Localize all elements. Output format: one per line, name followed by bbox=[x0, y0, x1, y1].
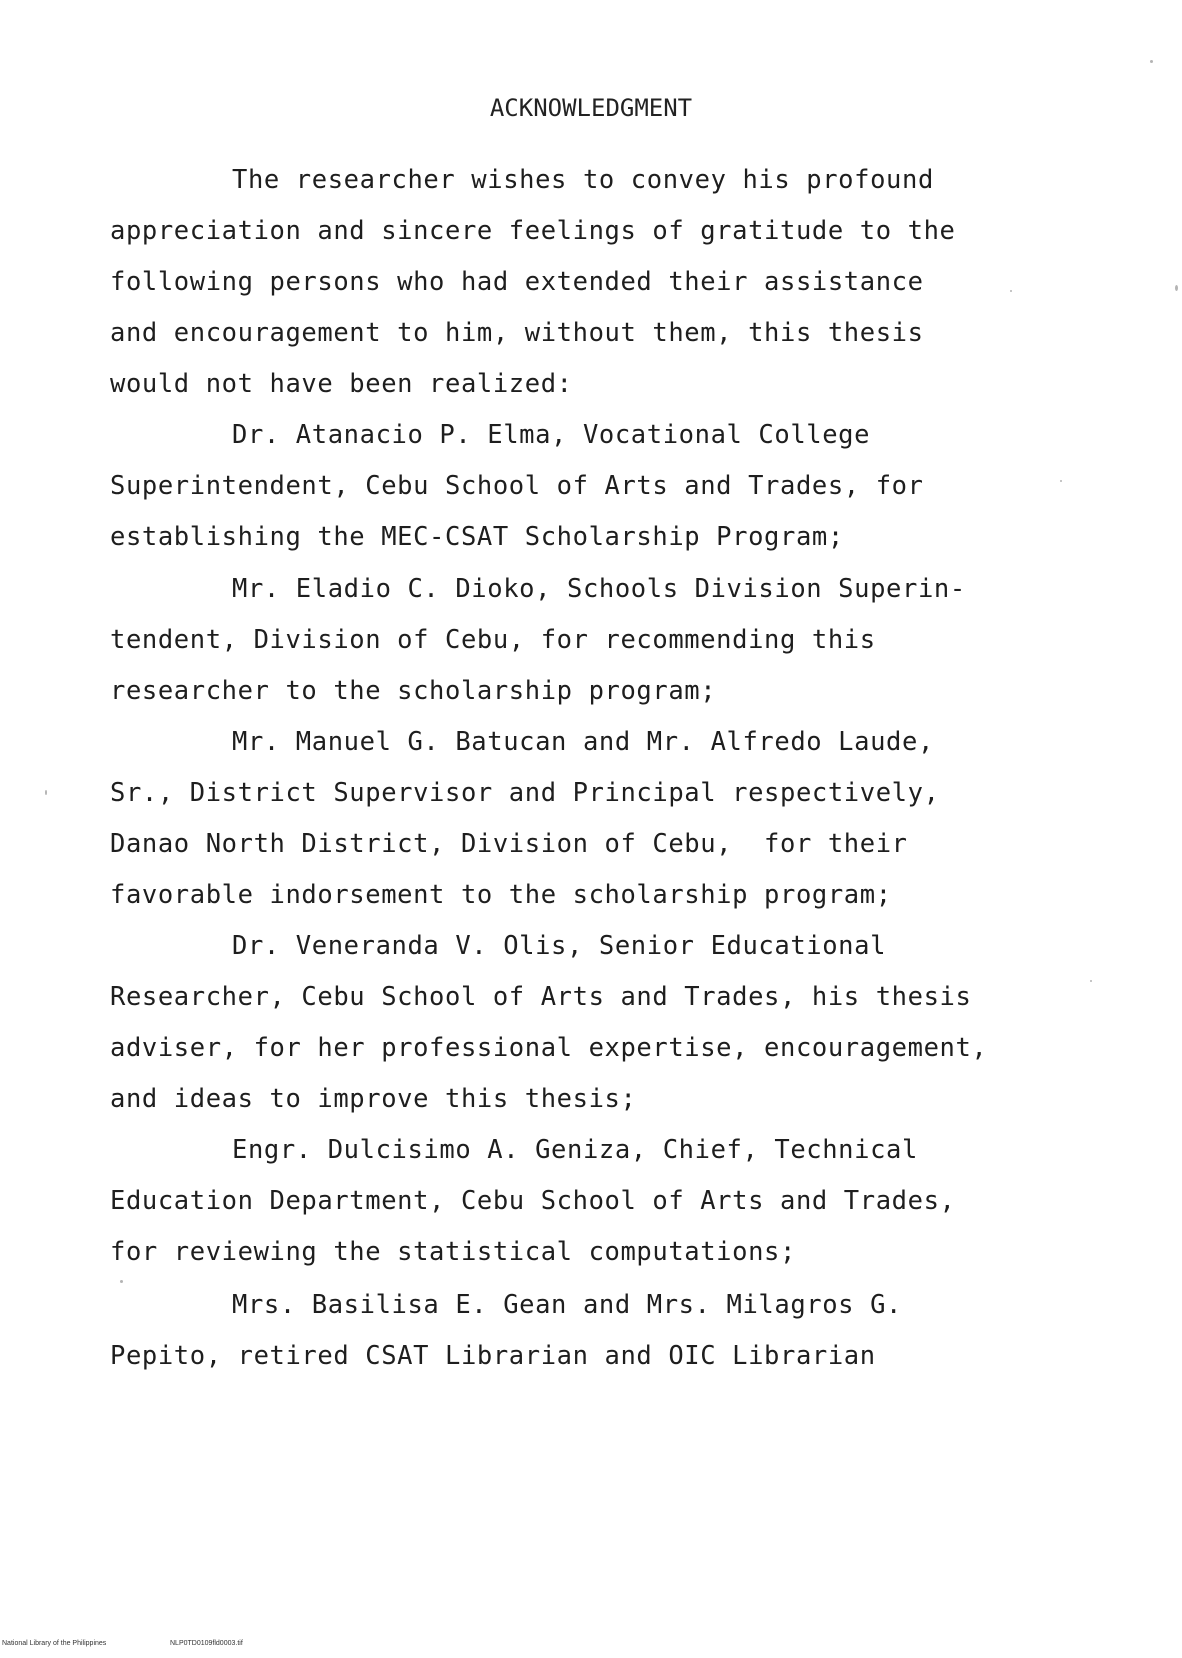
body-line: and encouragement to him, without them, this thesis bbox=[110, 318, 924, 348]
body-line: researcher to the scholarship program; bbox=[110, 676, 717, 706]
scan-speck bbox=[1175, 285, 1178, 291]
body-line: would not have been realized: bbox=[110, 369, 573, 399]
body-line: adviser, for her professional expertise, encouragement, bbox=[110, 1033, 988, 1063]
scan-speck bbox=[1060, 480, 1062, 482]
footer-library: National Library of the Philippines bbox=[2, 1640, 107, 1647]
body-line: establishing the MEC-CSAT Scholarship Program; bbox=[110, 522, 844, 552]
scan-speck bbox=[1150, 60, 1153, 63]
body-line: Pepito, retired CSAT Librarian and OIC Librarian bbox=[110, 1341, 876, 1371]
scan-speck bbox=[120, 1280, 123, 1283]
body-line: Mr. Manuel G. Batucan and Mr. Alfredo Laude, bbox=[232, 727, 934, 757]
body-line: Dr. Atanacio P. Elma, Vocational College bbox=[232, 420, 871, 450]
body-line: The researcher wishes to convey his profound bbox=[232, 165, 934, 195]
body-line: appreciation and sincere feelings of gratitude to the bbox=[110, 216, 956, 246]
body-line: Sr., District Supervisor and Principal respectively, bbox=[110, 778, 940, 808]
body-line: and ideas to improve this thesis; bbox=[110, 1084, 637, 1114]
body-line: favorable indorsement to the scholarship program; bbox=[110, 880, 892, 910]
scan-speck bbox=[1090, 980, 1092, 982]
body-line: Researcher, Cebu School of Arts and Trades, his thesis bbox=[110, 982, 972, 1012]
body-line: Danao North District, Division of Cebu, for their bbox=[110, 829, 908, 859]
body-line: Mrs. Basilisa E. Gean and Mrs. Milagros G. bbox=[232, 1290, 902, 1320]
body-line: tendent, Division of Cebu, for recommending this bbox=[110, 625, 876, 655]
body-line: for reviewing the statistical computations; bbox=[110, 1237, 796, 1267]
scan-speck bbox=[45, 790, 47, 795]
body-line: Mr. Eladio C. Dioko, Schools Division Superin- bbox=[232, 574, 966, 604]
body-line: Dr. Veneranda V. Olis, Senior Educational bbox=[232, 931, 887, 961]
body-line: Education Department, Cebu School of Arts and Trades, bbox=[110, 1186, 956, 1216]
body-line: Superintendent, Cebu School of Arts and Trades, for bbox=[110, 471, 924, 501]
footer-file-id: NLP0TD0109fld0003.tif bbox=[170, 1640, 243, 1647]
body-line: Engr. Dulcisimo A. Geniza, Chief, Technical bbox=[232, 1135, 918, 1165]
body-line: following persons who had extended their assistance bbox=[110, 267, 924, 297]
page-title: ACKNOWLEDGMENT bbox=[489, 94, 693, 122]
scan-speck bbox=[1010, 290, 1012, 292]
